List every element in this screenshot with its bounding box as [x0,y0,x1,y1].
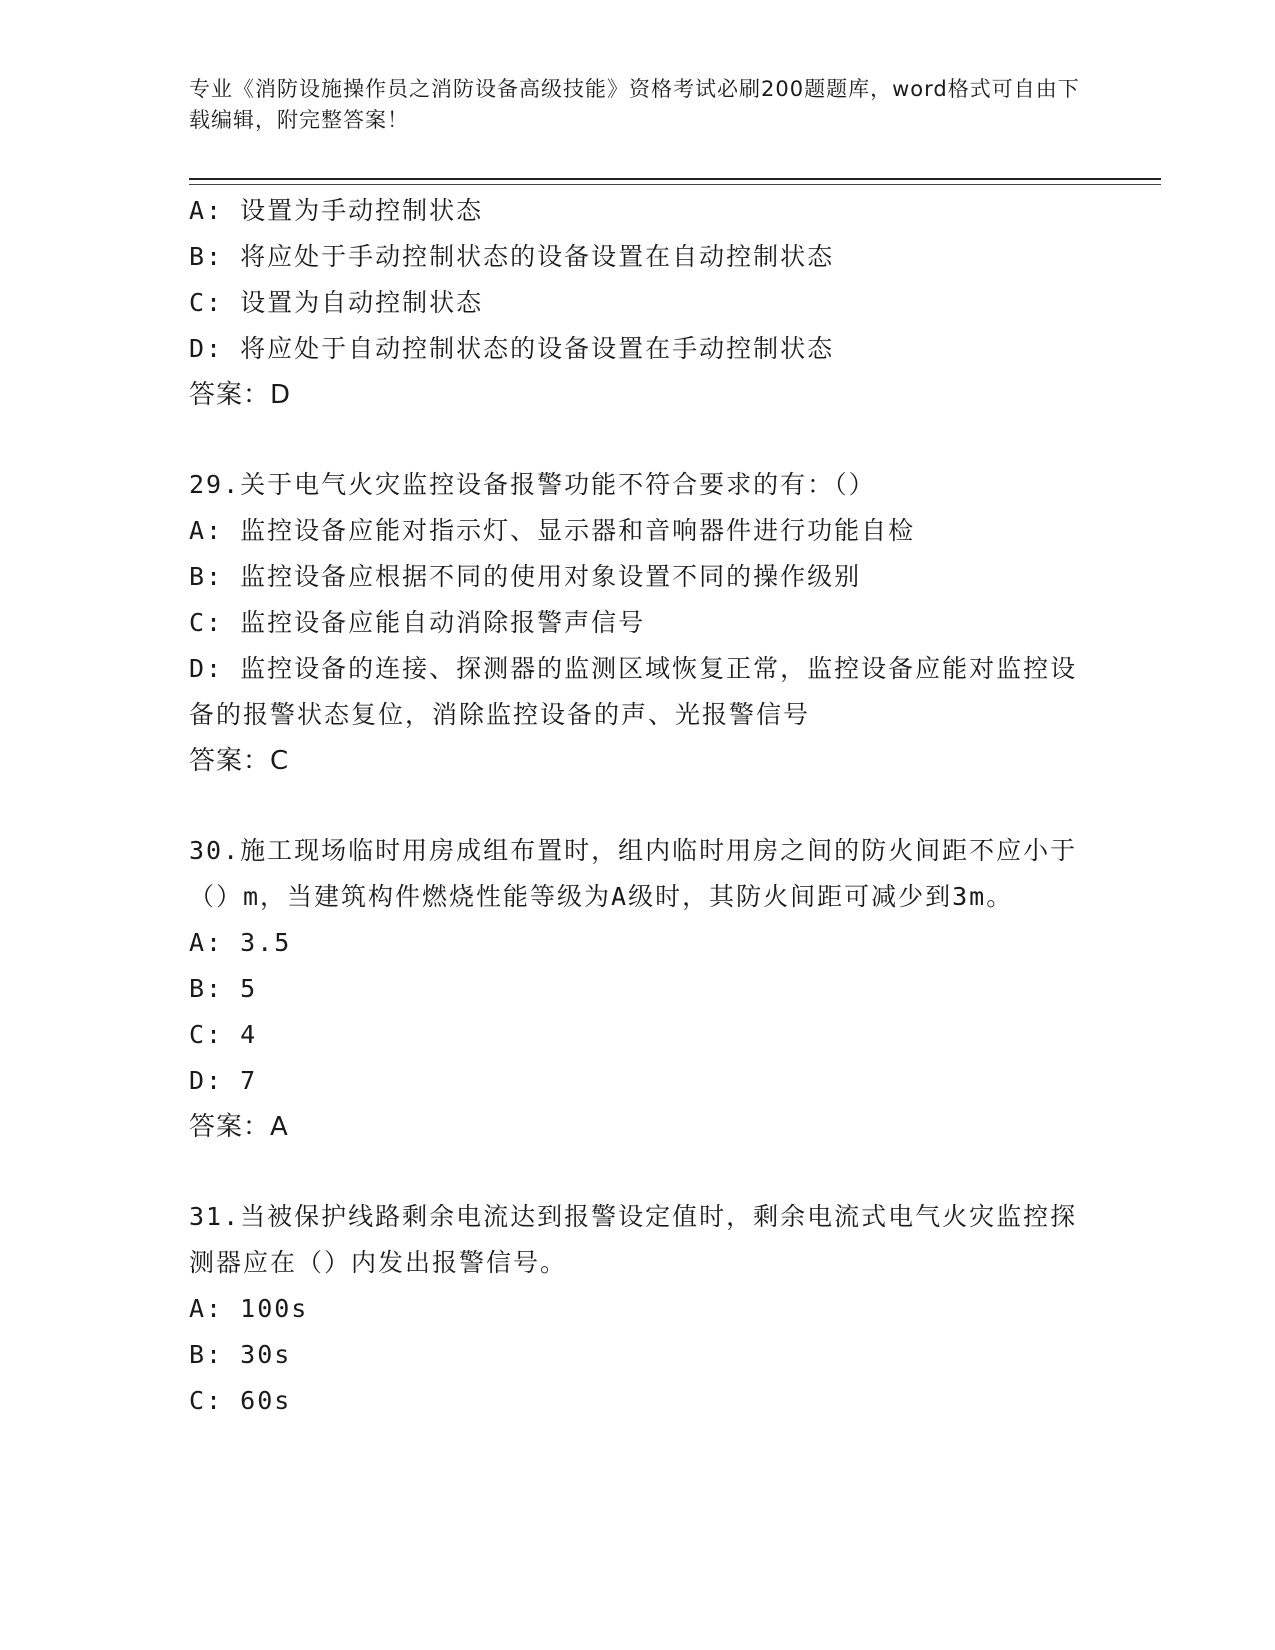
spacer [189,418,1089,462]
spacer [189,1150,1089,1194]
option-a: A: 100s [189,1294,309,1323]
option-b: B: 监控设备应根据不同的使用对象设置不同的操作级别 [189,562,862,591]
option-b: B: 30s [189,1340,292,1369]
option-c: C: 监控设备应能自动消除报警声信号 [189,608,646,637]
question-block-30 [189,828,1089,1150]
option-c: C: 4 [189,1020,258,1049]
question-text: 29.关于电气火灾监控设备报警功能不符合要求的有：（） [189,470,876,499]
spacer [189,784,1089,828]
document-header: 专业《消防设施操作员之消防设备高级技能》资格考试必刷200题题库，word格式可自由下载编辑，附完整答案！ [189,77,1080,132]
option-d: D: 监控设备的连接、探测器的监测区域恢复正常，监控设备应能对监控设备的报警状态复位，消除监控设备的声、光报警信号 [189,654,1078,729]
document-content [189,188,1089,1424]
header-rule-thin [189,184,1161,185]
answer-line: 答案：D [189,380,292,410]
option-b: B: 将应处于手动控制状态的设备设置在自动控制状态 [189,242,835,271]
answer-line: 答案：A [189,1112,289,1142]
question-block-29 [189,462,1089,784]
option-d: D: 将应处于自动控制状态的设备设置在手动控制状态 [189,334,835,363]
option-d: D: 7 [189,1066,258,1095]
option-c: C: 设置为自动控制状态 [189,288,484,317]
option-b: B: 5 [189,974,258,1003]
option-a: A: 3.5 [189,928,292,957]
option-c: C: 60s [189,1386,292,1415]
question-block-31 [189,1194,1089,1424]
question-block-28 [189,188,1089,418]
option-a: A: 监控设备应能对指示灯、显示器和音响器件进行功能自检 [189,516,916,545]
question-text: 31.当被保护线路剩余电流达到报警设定值时，剩余电流式电气火灾监控探测器应在（）内发出报警信号。 [189,1202,1078,1277]
question-text: 30.施工现场临时用房成组布置时，组内临时用房之间的防火间距不应小于（）m，当建筑构件燃烧性能等级为A级时，其防火间距可减少到3m。 [189,836,1078,911]
answer-line: 答案：C [189,746,290,776]
header-rule-thick [189,178,1161,180]
option-a: A: 设置为手动控制状态 [189,196,484,225]
